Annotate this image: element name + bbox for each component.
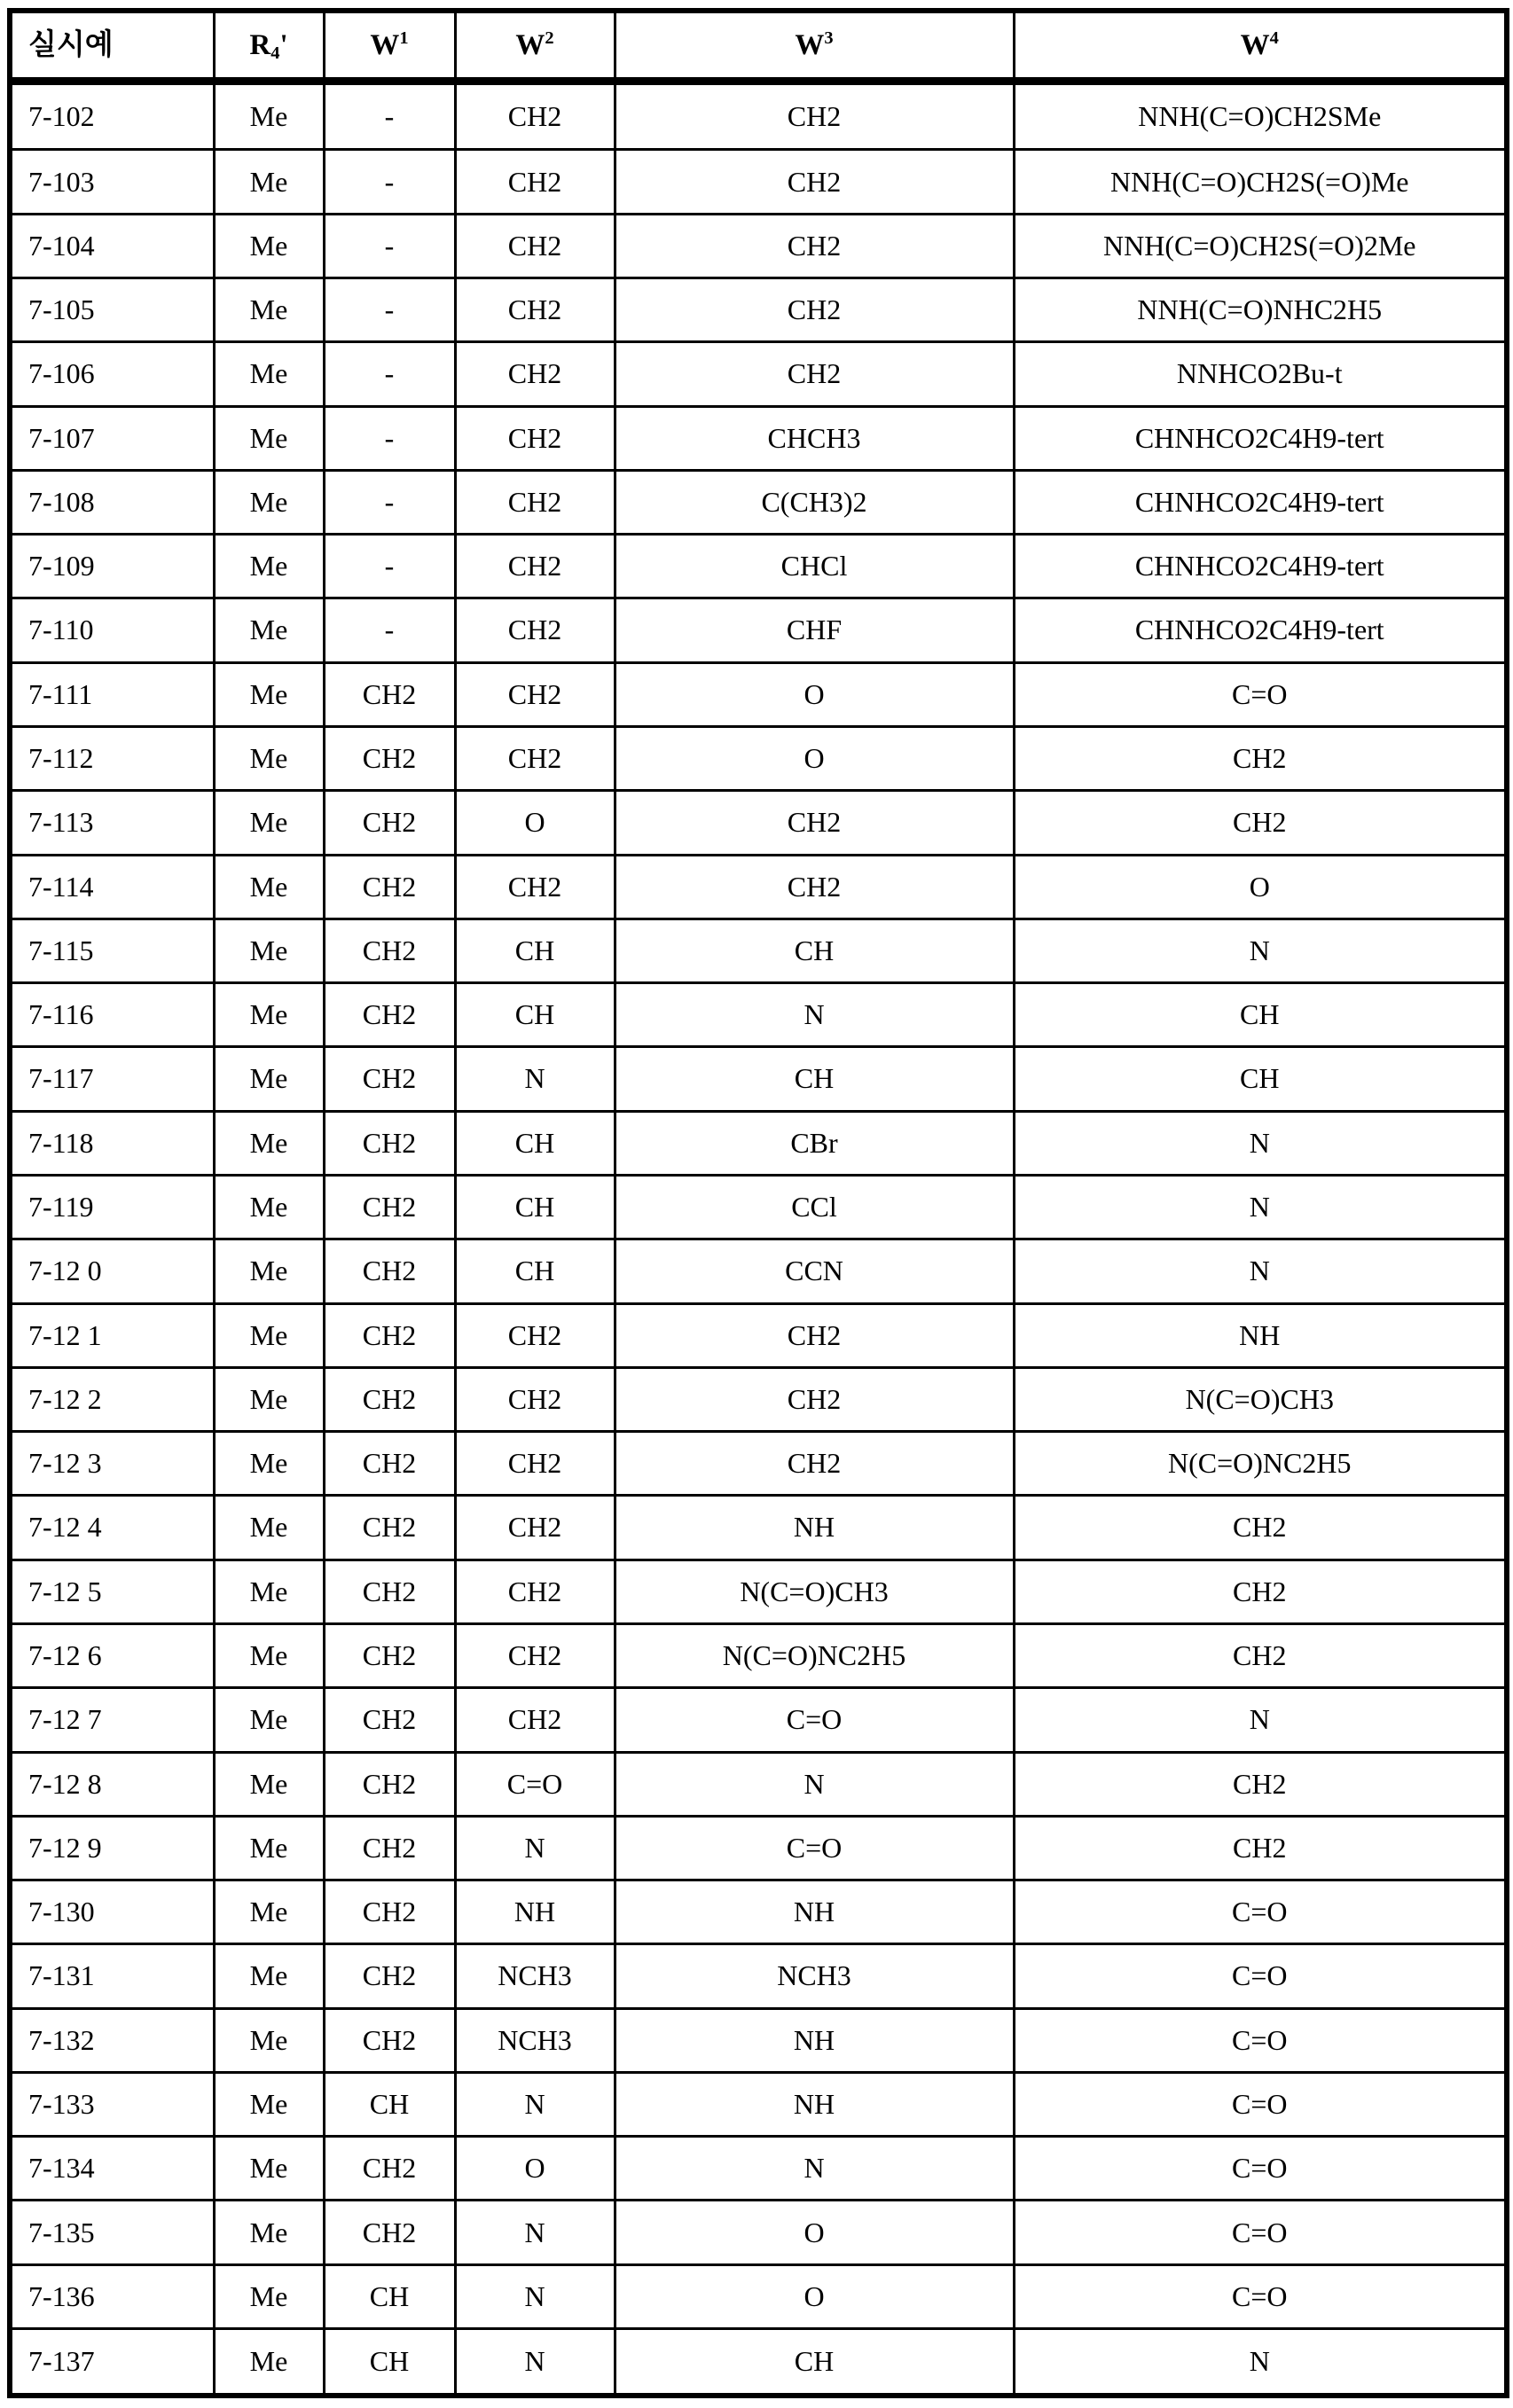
cell-w4: C=O bbox=[1014, 2137, 1507, 2201]
cell-w1: CH2 bbox=[324, 855, 455, 919]
cell-w1: CH2 bbox=[324, 1496, 455, 1560]
cell-w1: CH2 bbox=[324, 1239, 455, 1303]
cell-r4prime: Me bbox=[214, 2329, 324, 2396]
cell-w2: CH2 bbox=[455, 1367, 615, 1431]
cell-example: 7-133 bbox=[10, 2072, 214, 2136]
cell-example: 7-105 bbox=[10, 278, 214, 342]
cell-w4: CH2 bbox=[1014, 1623, 1507, 1687]
table-row bbox=[10, 150, 1507, 214]
cell-w2: N bbox=[455, 2201, 615, 2264]
cell-w1: CH2 bbox=[324, 2137, 455, 2201]
cell-r4prime: Me bbox=[214, 1239, 324, 1303]
cell-example: 7-12 8 bbox=[10, 1752, 214, 1816]
cell-w3: N(C=O)CH3 bbox=[615, 1560, 1014, 1623]
cell-r4prime: Me bbox=[214, 1496, 324, 1560]
cell-w1: CH2 bbox=[324, 727, 455, 791]
header-row bbox=[10, 11, 1507, 81]
cell-w1: CH2 bbox=[324, 919, 455, 982]
cell-w2: CH2 bbox=[455, 214, 615, 278]
cell-w4: N bbox=[1014, 1688, 1507, 1752]
cell-r4prime: Me bbox=[214, 2264, 324, 2328]
cell-w2: CH bbox=[455, 1175, 615, 1239]
cell-r4prime: Me bbox=[214, 2137, 324, 2201]
cell-w2: O bbox=[455, 2137, 615, 2201]
cell-r4prime: Me bbox=[214, 406, 324, 470]
cell-w3: NH bbox=[615, 2072, 1014, 2136]
table-row bbox=[10, 1175, 1507, 1239]
cell-example: 7-137 bbox=[10, 2329, 214, 2396]
cell-example: 7-132 bbox=[10, 2008, 214, 2072]
cell-example: 7-12 1 bbox=[10, 1303, 214, 1367]
cell-example: 7-115 bbox=[10, 919, 214, 982]
table-row bbox=[10, 1239, 1507, 1303]
cell-w1: CH2 bbox=[324, 662, 455, 726]
cell-w2: CH2 bbox=[455, 662, 615, 726]
cell-w3: CH2 bbox=[615, 342, 1014, 406]
cell-example: 7-12 4 bbox=[10, 1496, 214, 1560]
cell-w4: NNHCO2Bu-t bbox=[1014, 342, 1507, 406]
cell-w3: CH2 bbox=[615, 278, 1014, 342]
cell-w3: CHCH3 bbox=[615, 406, 1014, 470]
cell-example: 7-12 0 bbox=[10, 1239, 214, 1303]
cell-w1: - bbox=[324, 406, 455, 470]
cell-w4: CHNHCO2C4H9-tert bbox=[1014, 535, 1507, 598]
cell-example: 7-108 bbox=[10, 470, 214, 534]
cell-r4prime: Me bbox=[214, 1752, 324, 1816]
cell-w4: C=O bbox=[1014, 662, 1507, 726]
table-row bbox=[10, 2072, 1507, 2136]
cell-w3: N bbox=[615, 983, 1014, 1047]
table-row bbox=[10, 1880, 1507, 1944]
compound-table bbox=[7, 8, 1509, 2398]
cell-r4prime: Me bbox=[214, 727, 324, 791]
column-header-r4prime: $R_4'$ bbox=[214, 11, 324, 81]
cell-w4: N bbox=[1014, 2329, 1507, 2396]
cell-w4: N bbox=[1014, 919, 1507, 982]
cell-w3: CBr bbox=[615, 1111, 1014, 1175]
table-row bbox=[10, 2008, 1507, 2072]
table-row bbox=[10, 1560, 1507, 1623]
cell-example: 7-110 bbox=[10, 598, 214, 662]
cell-w4: CH bbox=[1014, 983, 1507, 1047]
table-row bbox=[10, 983, 1507, 1047]
cell-r4prime: Me bbox=[214, 1432, 324, 1496]
cell-w1: CH bbox=[324, 2329, 455, 2396]
cell-example: 7-12 5 bbox=[10, 1560, 214, 1623]
cell-r4prime: Me bbox=[214, 983, 324, 1047]
cell-example: 7-12 2 bbox=[10, 1367, 214, 1431]
cell-example: 7-119 bbox=[10, 1175, 214, 1239]
cell-w4: CHNHCO2C4H9-tert bbox=[1014, 598, 1507, 662]
cell-w1: CH2 bbox=[324, 1175, 455, 1239]
cell-w2: CH2 bbox=[455, 1560, 615, 1623]
cell-w3: NH bbox=[615, 1880, 1014, 1944]
cell-r4prime: Me bbox=[214, 1175, 324, 1239]
cell-w4: C=O bbox=[1014, 1880, 1507, 1944]
cell-w4: N bbox=[1014, 1111, 1507, 1175]
table-row bbox=[10, 1111, 1507, 1175]
cell-w4: NNH(C=O)NHC2H5 bbox=[1014, 278, 1507, 342]
cell-example: 7-135 bbox=[10, 2201, 214, 2264]
cell-w3: C(CH3)2 bbox=[615, 470, 1014, 534]
table-row bbox=[10, 278, 1507, 342]
cell-w2: CH bbox=[455, 983, 615, 1047]
table-row bbox=[10, 855, 1507, 919]
cell-r4prime: Me bbox=[214, 470, 324, 534]
table-row bbox=[10, 535, 1507, 598]
cell-w3: CCl bbox=[615, 1175, 1014, 1239]
cell-example: 7-111 bbox=[10, 662, 214, 726]
cell-example: 7-136 bbox=[10, 2264, 214, 2328]
cell-w1: CH2 bbox=[324, 1688, 455, 1752]
cell-w1: CH2 bbox=[324, 2201, 455, 2264]
table-row bbox=[10, 1688, 1507, 1752]
cell-w4: N(C=O)CH3 bbox=[1014, 1367, 1507, 1431]
cell-r4prime: Me bbox=[214, 1623, 324, 1687]
cell-r4prime: Me bbox=[214, 919, 324, 982]
cell-r4prime: Me bbox=[214, 1047, 324, 1111]
cell-example: 7-106 bbox=[10, 342, 214, 406]
cell-w3: N bbox=[615, 2137, 1014, 2201]
cell-w1: CH bbox=[324, 2072, 455, 2136]
cell-w2: CH2 bbox=[455, 1303, 615, 1367]
cell-w3: N(C=O)NC2H5 bbox=[615, 1623, 1014, 1687]
cell-w3: CH bbox=[615, 1047, 1014, 1111]
cell-w2: CH2 bbox=[455, 598, 615, 662]
cell-r4prime: Me bbox=[214, 1688, 324, 1752]
cell-w4: C=O bbox=[1014, 2008, 1507, 2072]
cell-r4prime: Me bbox=[214, 791, 324, 855]
cell-w4: CH2 bbox=[1014, 791, 1507, 855]
table-row bbox=[10, 81, 1507, 150]
table-row bbox=[10, 2137, 1507, 2201]
cell-w3: CH2 bbox=[615, 214, 1014, 278]
cell-w4: NNH(C=O)CH2S(=O)2Me bbox=[1014, 214, 1507, 278]
cell-w1: CH2 bbox=[324, 983, 455, 1047]
cell-w2: C=O bbox=[455, 1752, 615, 1816]
cell-w1: CH2 bbox=[324, 791, 455, 855]
table-row bbox=[10, 342, 1507, 406]
cell-w2: N bbox=[455, 1047, 615, 1111]
cell-w1: CH bbox=[324, 2264, 455, 2328]
cell-r4prime: Me bbox=[214, 598, 324, 662]
cell-w1: CH2 bbox=[324, 1623, 455, 1687]
cell-example: 7-117 bbox=[10, 1047, 214, 1111]
cell-w3: CH bbox=[615, 2329, 1014, 2396]
cell-w4: C=O bbox=[1014, 2264, 1507, 2328]
cell-w1: CH2 bbox=[324, 1111, 455, 1175]
cell-w4: C=O bbox=[1014, 2072, 1507, 2136]
table-row bbox=[10, 2264, 1507, 2328]
cell-example: 7-103 bbox=[10, 150, 214, 214]
cell-w3: CH bbox=[615, 919, 1014, 982]
cell-example: 7-130 bbox=[10, 1880, 214, 1944]
cell-w1: CH2 bbox=[324, 1303, 455, 1367]
cell-w2: CH2 bbox=[455, 150, 615, 214]
cell-w4: CH2 bbox=[1014, 1752, 1507, 1816]
cell-example: 7-104 bbox=[10, 214, 214, 278]
cell-w3: CH2 bbox=[615, 1303, 1014, 1367]
table-row bbox=[10, 1303, 1507, 1367]
table-row bbox=[10, 1432, 1507, 1496]
cell-w1: CH2 bbox=[324, 1880, 455, 1944]
cell-w3: CH2 bbox=[615, 150, 1014, 214]
cell-w3: C=O bbox=[615, 1816, 1014, 1880]
table-row bbox=[10, 1047, 1507, 1111]
cell-r4prime: Me bbox=[214, 2008, 324, 2072]
table-row bbox=[10, 662, 1507, 726]
cell-r4prime: Me bbox=[214, 1367, 324, 1431]
table-row bbox=[10, 214, 1507, 278]
cell-example: 7-118 bbox=[10, 1111, 214, 1175]
cell-r4prime: Me bbox=[214, 214, 324, 278]
cell-w3: CHF bbox=[615, 598, 1014, 662]
cell-w1: CH2 bbox=[324, 1560, 455, 1623]
cell-w1: CH2 bbox=[324, 1367, 455, 1431]
cell-w4: CHNHCO2C4H9-tert bbox=[1014, 406, 1507, 470]
cell-w4: N bbox=[1014, 1239, 1507, 1303]
cell-w1: CH2 bbox=[324, 1047, 455, 1111]
cell-w3: NH bbox=[615, 1496, 1014, 1560]
cell-w3: CCN bbox=[615, 1239, 1014, 1303]
table-row bbox=[10, 470, 1507, 534]
cell-w4: CH2 bbox=[1014, 727, 1507, 791]
cell-w2: CH2 bbox=[455, 342, 615, 406]
cell-w2: CH2 bbox=[455, 470, 615, 534]
cell-w3: CH2 bbox=[615, 855, 1014, 919]
cell-example: 7-112 bbox=[10, 727, 214, 791]
cell-r4prime: Me bbox=[214, 342, 324, 406]
cell-w3: CHCl bbox=[615, 535, 1014, 598]
cell-w4: N bbox=[1014, 1175, 1507, 1239]
cell-w3: O bbox=[615, 2201, 1014, 2264]
cell-w1: - bbox=[324, 470, 455, 534]
cell-w1: - bbox=[324, 81, 455, 150]
cell-w2: NCH3 bbox=[455, 2008, 615, 2072]
cell-w2: NCH3 bbox=[455, 1944, 615, 2008]
cell-example: 7-12 3 bbox=[10, 1432, 214, 1496]
cell-w2: CH bbox=[455, 1111, 615, 1175]
cell-w3: NCH3 bbox=[615, 1944, 1014, 2008]
table-row bbox=[10, 2329, 1507, 2396]
cell-w1: - bbox=[324, 278, 455, 342]
cell-w4: CH2 bbox=[1014, 1560, 1507, 1623]
cell-w4: NH bbox=[1014, 1303, 1507, 1367]
cell-w3: CH2 bbox=[615, 81, 1014, 150]
cell-r4prime: Me bbox=[214, 2201, 324, 2264]
cell-w4: CH bbox=[1014, 1047, 1507, 1111]
cell-w1: CH2 bbox=[324, 1944, 455, 2008]
column-header-w3: $W^3$ bbox=[615, 11, 1014, 81]
cell-w2: CH2 bbox=[455, 406, 615, 470]
column-header-w1: $W^1$ bbox=[324, 11, 455, 81]
table-body bbox=[10, 81, 1507, 2396]
table-row bbox=[10, 598, 1507, 662]
cell-w2: NH bbox=[455, 1880, 615, 1944]
cell-w3: CH2 bbox=[615, 1432, 1014, 1496]
cell-w2: CH2 bbox=[455, 855, 615, 919]
cell-w4: NNH(C=O)CH2S(=O)Me bbox=[1014, 150, 1507, 214]
patent-table-page bbox=[7, 8, 1509, 2398]
cell-example: 7-113 bbox=[10, 791, 214, 855]
column-header-w4: $W^4$ bbox=[1014, 11, 1507, 81]
cell-w4: C=O bbox=[1014, 2201, 1507, 2264]
cell-w2: N bbox=[455, 2072, 615, 2136]
cell-w2: CH2 bbox=[455, 278, 615, 342]
cell-example: 7-12 6 bbox=[10, 1623, 214, 1687]
cell-w2: CH2 bbox=[455, 1432, 615, 1496]
cell-w2: N bbox=[455, 2329, 615, 2396]
cell-w2: CH2 bbox=[455, 535, 615, 598]
cell-w4: CHNHCO2C4H9-tert bbox=[1014, 470, 1507, 534]
cell-w2: CH2 bbox=[455, 1496, 615, 1560]
cell-r4prime: Me bbox=[214, 1816, 324, 1880]
table-row bbox=[10, 1944, 1507, 2008]
cell-r4prime: Me bbox=[214, 1111, 324, 1175]
cell-w3: O bbox=[615, 727, 1014, 791]
cell-w2: CH2 bbox=[455, 1688, 615, 1752]
cell-w3: NH bbox=[615, 2008, 1014, 2072]
cell-w3: C=O bbox=[615, 1688, 1014, 1752]
table-row bbox=[10, 791, 1507, 855]
cell-w3: O bbox=[615, 662, 1014, 726]
cell-w2: CH2 bbox=[455, 727, 615, 791]
cell-r4prime: Me bbox=[214, 150, 324, 214]
cell-w4: O bbox=[1014, 855, 1507, 919]
cell-w1: - bbox=[324, 598, 455, 662]
cell-w4: C=O bbox=[1014, 1944, 1507, 2008]
cell-w1: - bbox=[324, 150, 455, 214]
cell-w4: CH2 bbox=[1014, 1496, 1507, 1560]
cell-w3: CH2 bbox=[615, 791, 1014, 855]
table-row bbox=[10, 406, 1507, 470]
cell-w2: CH bbox=[455, 1239, 615, 1303]
cell-r4prime: Me bbox=[214, 1560, 324, 1623]
cell-example: 7-109 bbox=[10, 535, 214, 598]
cell-w1: CH2 bbox=[324, 2008, 455, 2072]
cell-example: 7-134 bbox=[10, 2137, 214, 2201]
table-row bbox=[10, 1816, 1507, 1880]
cell-w2: O bbox=[455, 791, 615, 855]
cell-w4: N(C=O)NC2H5 bbox=[1014, 1432, 1507, 1496]
cell-r4prime: Me bbox=[214, 1303, 324, 1367]
table-row bbox=[10, 727, 1507, 791]
cell-w1: CH2 bbox=[324, 1432, 455, 1496]
cell-example: 7-116 bbox=[10, 983, 214, 1047]
cell-w2: N bbox=[455, 2264, 615, 2328]
table-row bbox=[10, 1367, 1507, 1431]
cell-w3: N bbox=[615, 1752, 1014, 1816]
cell-example: 7-12 9 bbox=[10, 1816, 214, 1880]
table-row bbox=[10, 919, 1507, 982]
cell-w3: O bbox=[615, 2264, 1014, 2328]
cell-example: 7-114 bbox=[10, 855, 214, 919]
cell-w1: - bbox=[324, 214, 455, 278]
cell-w2: CH2 bbox=[455, 81, 615, 150]
table-row bbox=[10, 1496, 1507, 1560]
table-row bbox=[10, 1752, 1507, 1816]
cell-w1: CH2 bbox=[324, 1816, 455, 1880]
cell-r4prime: Me bbox=[214, 1880, 324, 1944]
cell-r4prime: Me bbox=[214, 81, 324, 150]
cell-w2: N bbox=[455, 1816, 615, 1880]
cell-example: 7-12 7 bbox=[10, 1688, 214, 1752]
cell-r4prime: Me bbox=[214, 855, 324, 919]
cell-r4prime: Me bbox=[214, 1944, 324, 2008]
cell-w3: CH2 bbox=[615, 1367, 1014, 1431]
cell-w4: NNH(C=O)CH2SMe bbox=[1014, 81, 1507, 150]
column-header-w2: $W^2$ bbox=[455, 11, 615, 81]
cell-w1: CH2 bbox=[324, 1752, 455, 1816]
cell-r4prime: Me bbox=[214, 662, 324, 726]
cell-example: 7-102 bbox=[10, 81, 214, 150]
table-row bbox=[10, 2201, 1507, 2264]
column-header-example: 실시예 bbox=[10, 11, 214, 81]
cell-example: 7-131 bbox=[10, 1944, 214, 2008]
cell-w1: - bbox=[324, 342, 455, 406]
cell-r4prime: Me bbox=[214, 535, 324, 598]
cell-w4: CH2 bbox=[1014, 1816, 1507, 1880]
cell-r4prime: Me bbox=[214, 278, 324, 342]
cell-w1: - bbox=[324, 535, 455, 598]
table-row bbox=[10, 1623, 1507, 1687]
cell-example: 7-107 bbox=[10, 406, 214, 470]
cell-r4prime: Me bbox=[214, 2072, 324, 2136]
cell-w2: CH2 bbox=[455, 1623, 615, 1687]
cell-w2: CH bbox=[455, 919, 615, 982]
